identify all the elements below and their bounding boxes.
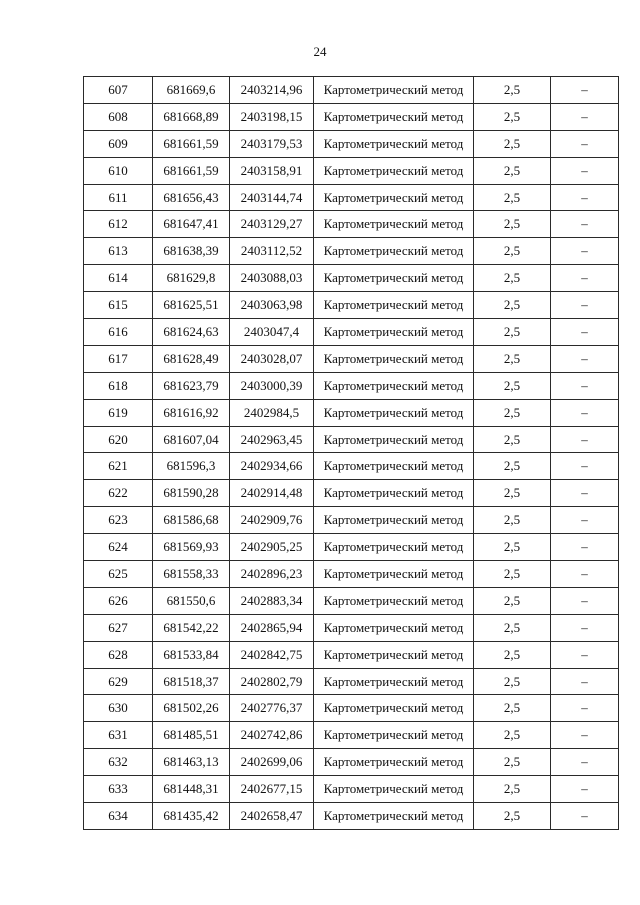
table-row xyxy=(84,722,619,749)
table-row xyxy=(84,534,619,561)
table-row xyxy=(84,399,619,426)
table-row xyxy=(84,614,619,641)
y-coordinate-cell: 2403112,52 xyxy=(230,238,314,265)
x-coordinate-cell: 681569,93 xyxy=(153,534,230,561)
accuracy-cell: 2,5 xyxy=(474,561,551,588)
accuracy-cell: 2,5 xyxy=(474,130,551,157)
method-cell: Картометрический метод xyxy=(314,130,474,157)
table-row xyxy=(84,77,619,104)
x-coordinate-cell: 681669,6 xyxy=(153,77,230,104)
accuracy-cell: 2,5 xyxy=(474,749,551,776)
y-coordinate-cell: 2402699,06 xyxy=(230,749,314,776)
coordinates-table xyxy=(83,76,619,830)
accuracy-cell: 2,5 xyxy=(474,534,551,561)
accuracy-cell: 2,5 xyxy=(474,803,551,830)
note-cell: – xyxy=(551,507,619,534)
point-number-cell: 631 xyxy=(84,722,153,749)
point-number-cell: 632 xyxy=(84,749,153,776)
y-coordinate-cell: 2402934,66 xyxy=(230,453,314,480)
y-coordinate-cell: 2403198,15 xyxy=(230,103,314,130)
point-number-cell: 611 xyxy=(84,184,153,211)
table-row xyxy=(84,426,619,453)
point-number-cell: 622 xyxy=(84,480,153,507)
y-coordinate-cell: 2403158,91 xyxy=(230,157,314,184)
y-coordinate-cell: 2402658,47 xyxy=(230,803,314,830)
method-cell: Картометрический метод xyxy=(314,426,474,453)
point-number-cell: 621 xyxy=(84,453,153,480)
note-cell: – xyxy=(551,426,619,453)
x-coordinate-cell: 681448,31 xyxy=(153,776,230,803)
point-number-cell: 613 xyxy=(84,238,153,265)
y-coordinate-cell: 2402909,76 xyxy=(230,507,314,534)
y-coordinate-cell: 2402677,15 xyxy=(230,776,314,803)
x-coordinate-cell: 681625,51 xyxy=(153,292,230,319)
y-coordinate-cell: 2402984,5 xyxy=(230,399,314,426)
method-cell: Картометрический метод xyxy=(314,722,474,749)
x-coordinate-cell: 681616,92 xyxy=(153,399,230,426)
point-number-cell: 617 xyxy=(84,345,153,372)
point-number-cell: 609 xyxy=(84,130,153,157)
x-coordinate-cell: 681558,33 xyxy=(153,561,230,588)
x-coordinate-cell: 681623,79 xyxy=(153,372,230,399)
y-coordinate-cell: 2403063,98 xyxy=(230,292,314,319)
x-coordinate-cell: 681661,59 xyxy=(153,130,230,157)
method-cell: Картометрический метод xyxy=(314,265,474,292)
y-coordinate-cell: 2403000,39 xyxy=(230,372,314,399)
note-cell: – xyxy=(551,776,619,803)
x-coordinate-cell: 681668,89 xyxy=(153,103,230,130)
table-row xyxy=(84,130,619,157)
method-cell: Картометрический метод xyxy=(314,103,474,130)
note-cell: – xyxy=(551,399,619,426)
method-cell: Картометрический метод xyxy=(314,292,474,319)
point-number-cell: 628 xyxy=(84,641,153,668)
x-coordinate-cell: 681629,8 xyxy=(153,265,230,292)
x-coordinate-cell: 681518,37 xyxy=(153,668,230,695)
point-number-cell: 634 xyxy=(84,803,153,830)
table-row xyxy=(84,480,619,507)
note-cell: – xyxy=(551,614,619,641)
note-cell: – xyxy=(551,345,619,372)
method-cell: Картометрический метод xyxy=(314,776,474,803)
point-number-cell: 629 xyxy=(84,668,153,695)
accuracy-cell: 2,5 xyxy=(474,319,551,346)
method-cell: Картометрический метод xyxy=(314,749,474,776)
accuracy-cell: 2,5 xyxy=(474,587,551,614)
note-cell: – xyxy=(551,211,619,238)
table-row xyxy=(84,776,619,803)
accuracy-cell: 2,5 xyxy=(474,103,551,130)
note-cell: – xyxy=(551,480,619,507)
accuracy-cell: 2,5 xyxy=(474,641,551,668)
note-cell: – xyxy=(551,803,619,830)
x-coordinate-cell: 681590,28 xyxy=(153,480,230,507)
table-row xyxy=(84,372,619,399)
note-cell: – xyxy=(551,534,619,561)
accuracy-cell: 2,5 xyxy=(474,776,551,803)
point-number-cell: 630 xyxy=(84,695,153,722)
point-number-cell: 610 xyxy=(84,157,153,184)
x-coordinate-cell: 681435,42 xyxy=(153,803,230,830)
x-coordinate-cell: 681550,6 xyxy=(153,587,230,614)
x-coordinate-cell: 681638,39 xyxy=(153,238,230,265)
method-cell: Картометрический метод xyxy=(314,480,474,507)
accuracy-cell: 2,5 xyxy=(474,238,551,265)
method-cell: Картометрический метод xyxy=(314,561,474,588)
table-row xyxy=(84,265,619,292)
table-row xyxy=(84,749,619,776)
note-cell: – xyxy=(551,238,619,265)
method-cell: Картометрический метод xyxy=(314,345,474,372)
y-coordinate-cell: 2402963,45 xyxy=(230,426,314,453)
point-number-cell: 608 xyxy=(84,103,153,130)
method-cell: Картометрический метод xyxy=(314,507,474,534)
point-number-cell: 620 xyxy=(84,426,153,453)
table-row xyxy=(84,211,619,238)
accuracy-cell: 2,5 xyxy=(474,157,551,184)
y-coordinate-cell: 2402742,86 xyxy=(230,722,314,749)
point-number-cell: 625 xyxy=(84,561,153,588)
table-row xyxy=(84,587,619,614)
accuracy-cell: 2,5 xyxy=(474,507,551,534)
note-cell: – xyxy=(551,372,619,399)
method-cell: Картометрический метод xyxy=(314,211,474,238)
x-coordinate-cell: 681485,51 xyxy=(153,722,230,749)
y-coordinate-cell: 2403088,03 xyxy=(230,265,314,292)
method-cell: Картометрический метод xyxy=(314,319,474,346)
accuracy-cell: 2,5 xyxy=(474,480,551,507)
table-row xyxy=(84,103,619,130)
method-cell: Картометрический метод xyxy=(314,614,474,641)
x-coordinate-cell: 681596,3 xyxy=(153,453,230,480)
note-cell: – xyxy=(551,722,619,749)
table-row xyxy=(84,803,619,830)
x-coordinate-cell: 681607,04 xyxy=(153,426,230,453)
method-cell: Картометрический метод xyxy=(314,641,474,668)
y-coordinate-cell: 2403144,74 xyxy=(230,184,314,211)
note-cell: – xyxy=(551,157,619,184)
method-cell: Картометрический метод xyxy=(314,238,474,265)
table-row xyxy=(84,319,619,346)
table-row xyxy=(84,238,619,265)
y-coordinate-cell: 2402883,34 xyxy=(230,587,314,614)
y-coordinate-cell: 2402802,79 xyxy=(230,668,314,695)
point-number-cell: 615 xyxy=(84,292,153,319)
y-coordinate-cell: 2402865,94 xyxy=(230,614,314,641)
method-cell: Картометрический метод xyxy=(314,453,474,480)
note-cell: – xyxy=(551,130,619,157)
point-number-cell: 624 xyxy=(84,534,153,561)
method-cell: Картометрический метод xyxy=(314,77,474,104)
table-row xyxy=(84,668,619,695)
coordinates-table-body xyxy=(84,77,619,830)
y-coordinate-cell: 2402905,25 xyxy=(230,534,314,561)
y-coordinate-cell: 2402896,23 xyxy=(230,561,314,588)
method-cell: Картометрический метод xyxy=(314,372,474,399)
x-coordinate-cell: 681502,26 xyxy=(153,695,230,722)
method-cell: Картометрический метод xyxy=(314,587,474,614)
y-coordinate-cell: 2403179,53 xyxy=(230,130,314,157)
table-row xyxy=(84,507,619,534)
accuracy-cell: 2,5 xyxy=(474,426,551,453)
table-row xyxy=(84,695,619,722)
note-cell: – xyxy=(551,695,619,722)
table-row xyxy=(84,561,619,588)
method-cell: Картометрический метод xyxy=(314,157,474,184)
table-row xyxy=(84,157,619,184)
method-cell: Картометрический метод xyxy=(314,184,474,211)
accuracy-cell: 2,5 xyxy=(474,184,551,211)
y-coordinate-cell: 2403028,07 xyxy=(230,345,314,372)
accuracy-cell: 2,5 xyxy=(474,345,551,372)
x-coordinate-cell: 681624,63 xyxy=(153,319,230,346)
point-number-cell: 614 xyxy=(84,265,153,292)
note-cell: – xyxy=(551,184,619,211)
accuracy-cell: 2,5 xyxy=(474,722,551,749)
method-cell: Картометрический метод xyxy=(314,668,474,695)
note-cell: – xyxy=(551,265,619,292)
y-coordinate-cell: 2402842,75 xyxy=(230,641,314,668)
accuracy-cell: 2,5 xyxy=(474,668,551,695)
point-number-cell: 633 xyxy=(84,776,153,803)
accuracy-cell: 2,5 xyxy=(474,292,551,319)
note-cell: – xyxy=(551,641,619,668)
point-number-cell: 607 xyxy=(84,77,153,104)
accuracy-cell: 2,5 xyxy=(474,265,551,292)
point-number-cell: 612 xyxy=(84,211,153,238)
note-cell: – xyxy=(551,587,619,614)
x-coordinate-cell: 681628,49 xyxy=(153,345,230,372)
point-number-cell: 627 xyxy=(84,614,153,641)
accuracy-cell: 2,5 xyxy=(474,695,551,722)
note-cell: – xyxy=(551,749,619,776)
table-row xyxy=(84,292,619,319)
method-cell: Картометрический метод xyxy=(314,534,474,561)
x-coordinate-cell: 681533,84 xyxy=(153,641,230,668)
note-cell: – xyxy=(551,292,619,319)
point-number-cell: 618 xyxy=(84,372,153,399)
accuracy-cell: 2,5 xyxy=(474,77,551,104)
accuracy-cell: 2,5 xyxy=(474,372,551,399)
x-coordinate-cell: 681463,13 xyxy=(153,749,230,776)
y-coordinate-cell: 2402776,37 xyxy=(230,695,314,722)
x-coordinate-cell: 681656,43 xyxy=(153,184,230,211)
note-cell: – xyxy=(551,319,619,346)
method-cell: Картометрический метод xyxy=(314,803,474,830)
table-row xyxy=(84,184,619,211)
x-coordinate-cell: 681661,59 xyxy=(153,157,230,184)
point-number-cell: 626 xyxy=(84,587,153,614)
accuracy-cell: 2,5 xyxy=(474,399,551,426)
x-coordinate-cell: 681586,68 xyxy=(153,507,230,534)
point-number-cell: 619 xyxy=(84,399,153,426)
table-row xyxy=(84,641,619,668)
note-cell: – xyxy=(551,77,619,104)
y-coordinate-cell: 2403047,4 xyxy=(230,319,314,346)
accuracy-cell: 2,5 xyxy=(474,453,551,480)
note-cell: – xyxy=(551,453,619,480)
accuracy-cell: 2,5 xyxy=(474,211,551,238)
page-number: 24 xyxy=(313,44,327,59)
note-cell: – xyxy=(551,561,619,588)
note-cell: – xyxy=(551,668,619,695)
method-cell: Картометрический метод xyxy=(314,695,474,722)
y-coordinate-cell: 2403214,96 xyxy=(230,77,314,104)
accuracy-cell: 2,5 xyxy=(474,614,551,641)
point-number-cell: 616 xyxy=(84,319,153,346)
x-coordinate-cell: 681647,41 xyxy=(153,211,230,238)
note-cell: – xyxy=(551,103,619,130)
point-number-cell: 623 xyxy=(84,507,153,534)
method-cell: Картометрический метод xyxy=(314,399,474,426)
y-coordinate-cell: 2403129,27 xyxy=(230,211,314,238)
y-coordinate-cell: 2402914,48 xyxy=(230,480,314,507)
x-coordinate-cell: 681542,22 xyxy=(153,614,230,641)
table-row xyxy=(84,453,619,480)
table-row xyxy=(84,345,619,372)
